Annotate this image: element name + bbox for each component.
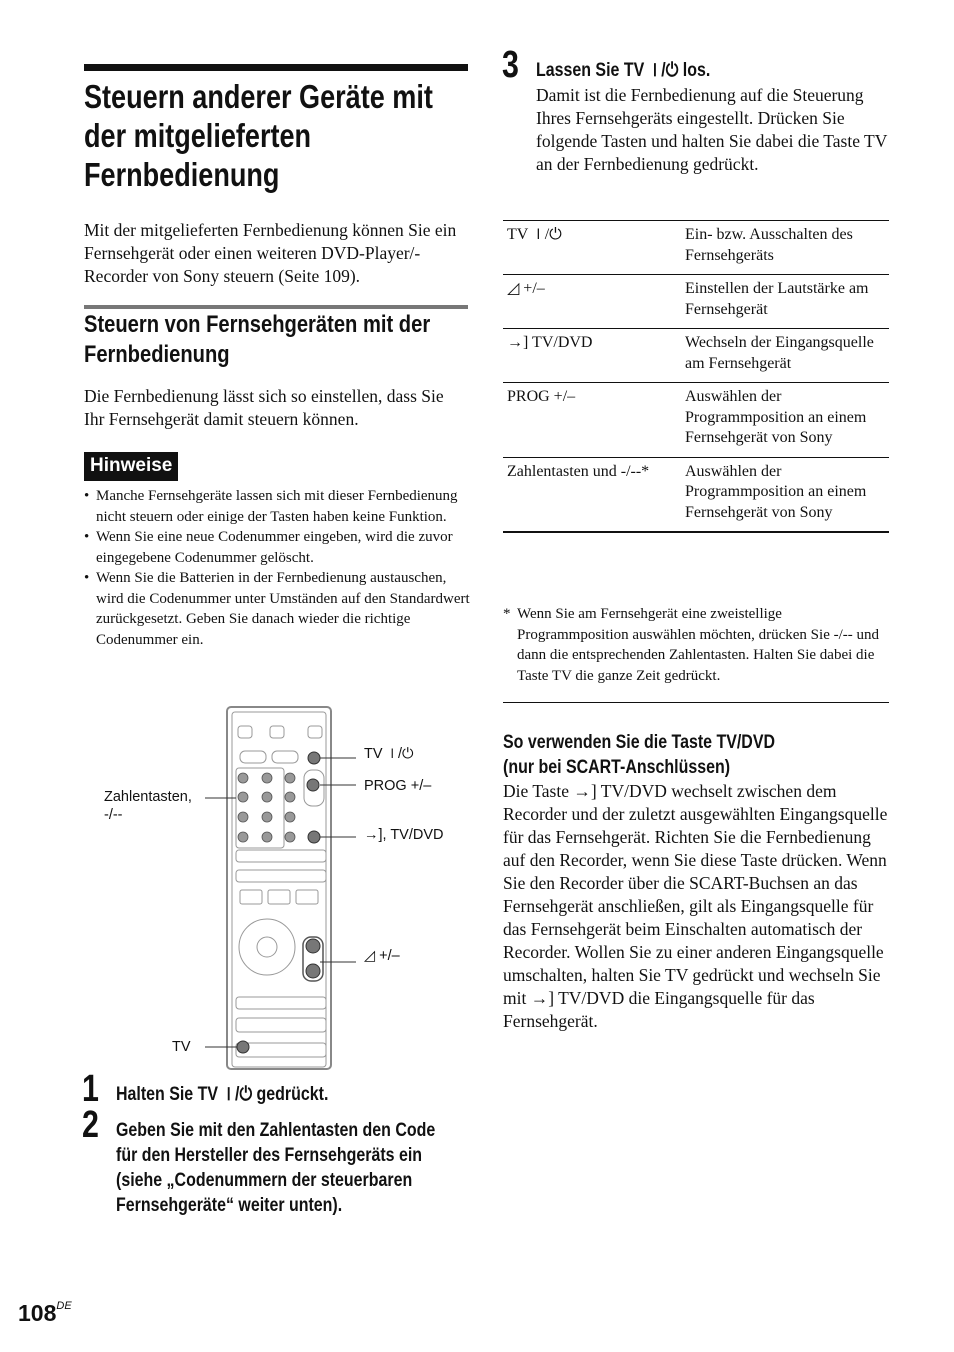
table-desc: Auswählen der Programmposition an einem Fernsehgerät von Sony: [681, 383, 889, 458]
subsection-body: Die Taste →] TV/DVD wechselt zwischen dem Recorder und der zuletzt ausgewählten Eingangsquelle für das Fernsehgerät. Richten Sie die Fernbedienung auf den Recorder, wenn Sie diese Taste drücken. Wenn Sie den Recorder über die SCART-Buchsen an das Fernsehgerät anschließen, gilt als Eingangsquelle für das Fernsehgerät beim Einschalten automatisch der Recorder. Wollen Sie zu einer anderen Eingangsquelle umschalten, halten Sie TV gedrückt und wechseln Sie mit →] TV/DVD die Eingangsquelle für das Fernsehgerät.: [503, 781, 888, 1031]
section-title-line-1: Steuern von Fernsehgeräten mit der: [84, 311, 431, 338]
table-desc: Wechseln der Eingangsquelle am Fernsehgerät: [681, 329, 889, 383]
table-key: →] TV/DVD: [503, 329, 681, 383]
note-item: • Wenn Sie die Batterien in der Fernbedienung austauschen, wird die Codenummer unter Umständen auf den Standardwert zurückgesetzt. Geben Sie danach wieder die richtige Codenummer ein.: [84, 568, 470, 650]
remote-label-prog: PROG +/–: [364, 778, 432, 794]
remote-label-power: TV ⏽/⏻: [364, 746, 414, 762]
remote-illustration: [100, 700, 470, 1070]
table-row: [503, 275, 889, 329]
table-desc: Ein- bzw. Ausschalten des Fernsehgeräts: [681, 221, 889, 275]
footnote-text: Wenn Sie am Fernsehgerät eine zweistellige Programmposition auswählen möchten, drücken Sie -/-- und dann die entsprechenden Zahlentasten. Halten Sie dabei die Taste TV die ganze Zeit gedrückt.: [517, 606, 880, 684]
step-2-line-4: Fernsehgeräte“ weiter unten).: [116, 1195, 343, 1216]
step-1-number: 1: [82, 1068, 99, 1110]
step-3-body: Damit ist die Fernbedienung auf die Steuerung Ihres Fernsehgeräts eingestellt. Drücken Sie folgende Tasten und halten Sie dabei die Taste TV an der Fernbedienung gedrückt.: [536, 85, 888, 174]
step-3-text: Lassen Sie TV ⏽/⏻ los.: [536, 60, 711, 81]
note-item: • Wenn Sie eine neue Codenummer eingeben, wird die zuvor eingegebene Codenummer gelöscht.: [84, 527, 470, 568]
subsection-title-line-2: (nur bei SCART-Anschlüssen): [503, 757, 731, 778]
step-2-number: 2: [82, 1104, 99, 1146]
table-key: TV ⏽/⏻: [503, 221, 681, 275]
note-item: • Manche Fernsehgeräte lassen sich mit dieser Fernbedienung nicht steuern oder einige der Tasten haben keine Funktion.: [84, 486, 470, 527]
table-key: ◿ +/–: [503, 275, 681, 329]
table-row: [503, 383, 889, 458]
title-rule: [84, 64, 468, 71]
step-1-text: Halten Sie TV ⏽/⏻ gedrückt.: [116, 1084, 329, 1105]
intro-paragraph: Mit der mitgelieferten Fernbedienung können Sie ein Fernsehgerät oder einen weiteren DVD-Player/-Recorder von Sony steuern (Seite 109).: [84, 220, 457, 286]
page-number-suffix: DE: [56, 1300, 72, 1312]
section-intro: Die Fernbedienung lässt sich so einstellen, dass Sie Ihr Fernsehgerät damit steuern können.: [84, 386, 444, 429]
page-number-value: 108: [18, 1300, 57, 1326]
remote-label-numbers: Zahlentasten, -/--: [104, 789, 192, 823]
table-key: PROG +/–: [503, 383, 681, 458]
remote-label-volume: ◿ +/–: [364, 948, 400, 964]
notes-badge: Hinweise: [84, 452, 178, 481]
footnote-mark: *: [503, 606, 511, 622]
page-number: [18, 1300, 72, 1327]
step-2-line-1: Geben Sie mit den Zahlentasten den Code: [116, 1120, 436, 1141]
table-row: [503, 329, 889, 383]
step-2-line-2: für den Hersteller des Fernsehgeräts ein: [116, 1145, 423, 1166]
step-3-number: 3: [502, 44, 519, 86]
remote-label-tv: TV: [172, 1039, 191, 1055]
table-row: [503, 221, 889, 275]
section-rule: [84, 305, 468, 309]
key-function-table: [503, 220, 889, 533]
remote-label-input: →], TV/DVD: [364, 827, 444, 843]
subsection-title-line-1: So verwenden Sie die Taste TV/DVD: [503, 732, 776, 753]
notes-list: [84, 486, 470, 650]
page-title-line-1: Steuern anderer Geräte mit: [84, 78, 433, 115]
page-title-line-2: der mitgelieferten: [84, 117, 312, 154]
table-footnote: [503, 604, 889, 686]
table-key: Zahlentasten und -/--*: [503, 457, 681, 532]
page-title-line-3: Fernbedienung: [84, 156, 280, 193]
table-desc: Einstellen der Lautstärke am Fernsehgerät: [681, 275, 889, 329]
footnote-rule: [503, 702, 889, 703]
table-desc: Auswählen der Programmposition an einem Fernsehgerät von Sony: [681, 457, 889, 532]
step-2-line-3: (siehe „Codenummern der steuerbaren: [116, 1170, 413, 1191]
table-row: [503, 457, 889, 532]
section-title-line-2: Fernbedienung: [84, 341, 230, 368]
